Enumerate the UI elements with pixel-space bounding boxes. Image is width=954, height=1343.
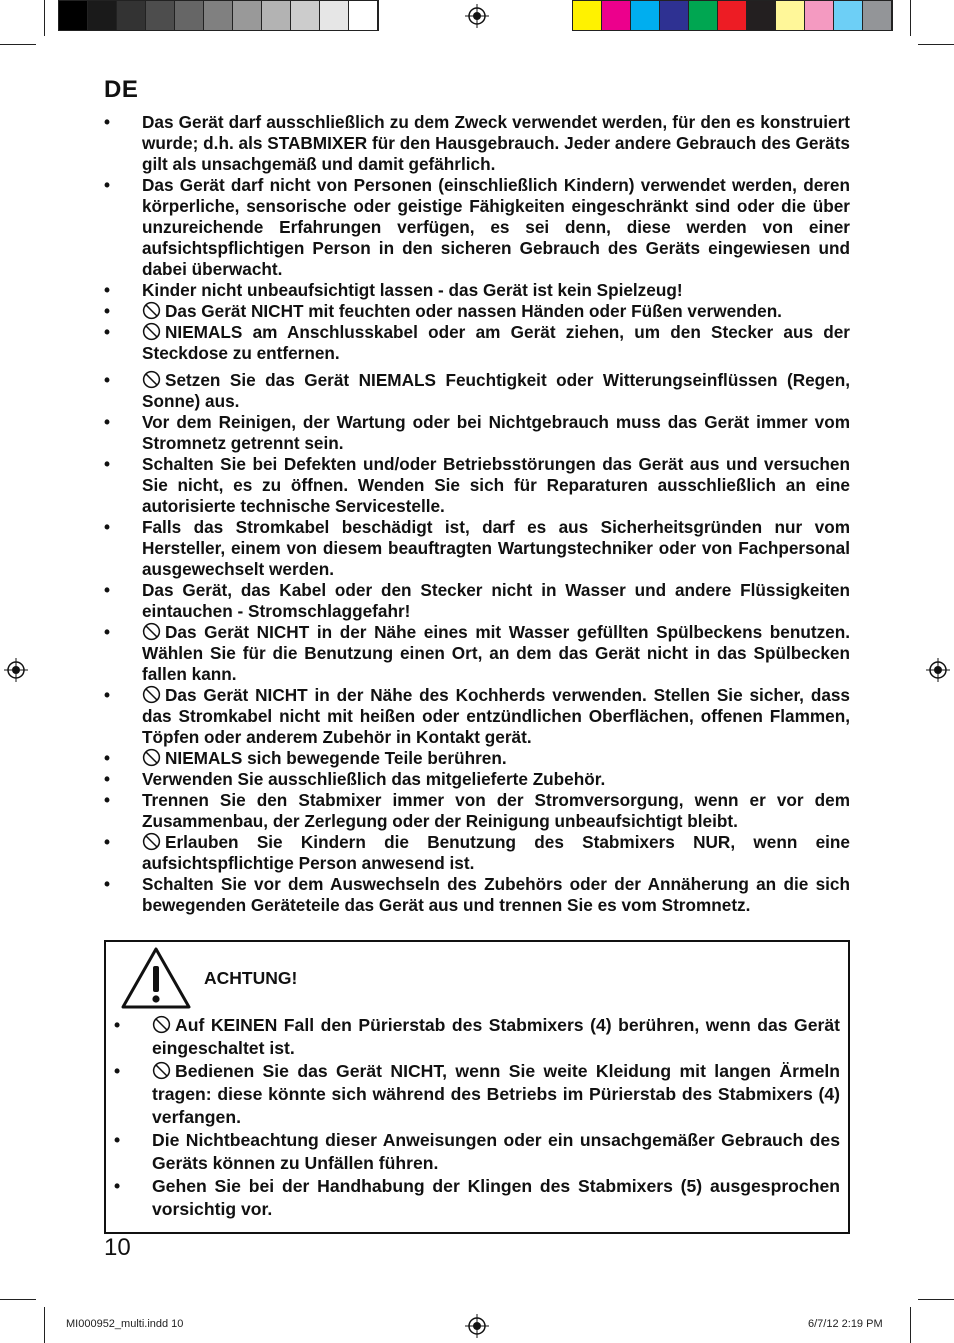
color-swatch	[291, 1, 320, 30]
list-item	[104, 175, 850, 280]
list-item-text: Auf KEINEN Fall den Pürierstab des Stabmixers (4) berühren, wenn das Gerät eingeschaltet ist.	[152, 1015, 840, 1058]
list-item-text: Falls das Stromkabel beschädigt ist, darf es aus Sicherheitsgründen nur vom Hersteller, einem von diesem beauftragten Wartungstechniker oder von Fachpersonal ausgewechselt werden.	[142, 517, 850, 579]
bullet: •	[104, 322, 111, 342]
list-item	[104, 622, 850, 685]
list-item	[104, 769, 850, 790]
safety-instructions-list	[104, 112, 850, 916]
list-item	[114, 1014, 840, 1060]
color-swatch	[262, 1, 291, 30]
bullet: •	[104, 748, 111, 768]
registration-mark-icon	[465, 4, 489, 28]
color-swatch	[689, 1, 718, 30]
list-item	[104, 748, 850, 769]
prohibition-icon	[142, 322, 161, 341]
color-swatch	[660, 1, 689, 30]
list-item	[104, 322, 850, 364]
color-swatch	[175, 1, 204, 30]
list-item	[114, 1060, 840, 1129]
color-swatch	[776, 1, 805, 30]
color-swatch	[233, 1, 262, 30]
prohibition-icon	[142, 685, 161, 704]
list-item	[104, 517, 850, 580]
list-item-text: NIEMALS am Anschlusskabel oder am Gerät ziehen, um den Stecker aus der Steckdose zu entfernen.	[142, 322, 850, 363]
list-item-text: Kinder nicht unbeaufsichtigt lassen - das Gerät ist kein Spielzeug!	[142, 280, 683, 300]
list-item-text: Trennen Sie den Stabmixer immer von der Stromversorgung, wenn er vor dem Zusammenbau, der Zerlegung oder der Reinigung unbeaufsichtigt bleibt.	[142, 790, 850, 831]
color-swatch	[718, 1, 747, 30]
bullet: •	[104, 280, 111, 300]
color-swatch	[631, 1, 660, 30]
list-item-text: Schalten Sie vor dem Auswechseln des Zubehörs oder der Annäherung an die sich bewegenden Geräteteile das Gerät aus und trennen Sie es vom Stromnetz.	[142, 874, 850, 915]
list-item	[104, 280, 850, 301]
list-item	[114, 1175, 840, 1221]
color-swatch	[88, 1, 117, 30]
grayscale-color-bar	[58, 0, 379, 31]
bullet: •	[104, 112, 111, 132]
warning-triangle-icon	[120, 946, 192, 1010]
bullet: •	[104, 685, 111, 705]
prohibition-icon	[152, 1061, 171, 1080]
list-item-text: Das Gerät NICHT in der Nähe eines mit Wasser gefüllten Spülbeckens benutzen. Wählen Sie für die Benutzung einen Ort, an dem das Gerät nicht in das Spülbecken fallen kann.	[142, 622, 850, 684]
crop-mark	[44, 1307, 45, 1343]
bullet: •	[104, 370, 111, 390]
bullet: •	[114, 1015, 121, 1035]
prohibition-icon	[142, 622, 161, 641]
list-item-text: Vor dem Reinigen, der Wartung oder bei Nichtgebrauch muss das Gerät immer vom Stromnetz getrennt sein.	[142, 412, 850, 453]
bullet: •	[104, 454, 111, 474]
bullet: •	[104, 412, 111, 432]
list-item-text: Setzen Sie das Gerät NIEMALS Feuchtigkeit oder Witterungseinflüssen (Regen, Sonne) aus.	[142, 370, 850, 411]
bullet: •	[104, 832, 111, 852]
list-item	[114, 1129, 840, 1175]
list-item-text: Gehen Sie bei der Handhabung der Klingen des Stabmixers (5) ausgesprochen vorsichtig vor.	[152, 1176, 840, 1219]
slug-date: 6/7/12 2:19 PM	[808, 1318, 883, 1330]
bullet: •	[104, 790, 111, 810]
list-item	[104, 874, 850, 916]
color-swatch	[747, 1, 776, 30]
bullet: •	[114, 1130, 121, 1150]
registration-mark-icon	[4, 658, 28, 682]
color-swatch	[863, 1, 892, 30]
color-swatch	[320, 1, 349, 30]
list-item-text: NIEMALS sich bewegende Teile berühren.	[165, 748, 507, 768]
crop-mark	[910, 0, 911, 36]
language-heading: DE	[104, 76, 139, 103]
color-swatch	[59, 1, 88, 30]
list-item-text: Das Gerät NICHT mit feuchten oder nassen Händen oder Füßen verwenden.	[165, 301, 782, 321]
list-item	[104, 301, 850, 322]
crop-mark	[0, 44, 36, 45]
bullet: •	[104, 580, 111, 600]
list-item-text: Schalten Sie bei Defekten und/oder Betriebsstörungen das Gerät aus und versuchen Sie nicht, es zu öffnen. Wenden Sie sich für Reparaturen ausschließlich an eine autorisierte technische Servicestelle.	[142, 454, 850, 516]
color-swatch	[602, 1, 631, 30]
bullet: •	[114, 1176, 121, 1196]
list-item	[104, 454, 850, 517]
list-item-text: Verwenden Sie ausschließlich das mitgelieferte Zubehör.	[142, 769, 606, 789]
crop-mark	[44, 0, 45, 36]
list-item-text: Das Gerät, das Kabel oder den Stecker nicht in Wasser und andere Flüssigkeiten eintauchen - Stromschlaggefahr!	[142, 580, 850, 621]
list-item-text: Das Gerät darf nicht von Personen (einschließlich Kindern) verwendet werden, deren körperliche, sensorische oder geistige Fähigkeiten eingeschränkt sind oder die über unzureichende Erfahrungen verfügen, es sei denn, diese werden von einer aufsichtspflichtigen Person in den sicheren Gebrauch des Geräts eingewiesen und dabei überwacht.	[142, 175, 850, 279]
prohibition-icon	[142, 832, 161, 851]
process-color-bar	[572, 0, 893, 31]
warning-title: ACHTUNG!	[204, 968, 298, 988]
list-item	[104, 832, 850, 874]
color-swatch	[805, 1, 834, 30]
page-number: 10	[104, 1234, 131, 1261]
list-item	[104, 412, 850, 454]
list-item-text: Das Gerät NICHT in der Nähe des Kochherds verwenden. Stellen Sie sicher, dass das Stromkabel nicht mit heißen oder entzündlichen Oberflächen, offenen Flammen, Töpfen oder anderem Zubehör in Kontakt gerät.	[142, 685, 850, 747]
prohibition-icon	[142, 301, 161, 320]
prohibition-icon	[142, 370, 161, 389]
warning-box	[104, 940, 850, 1234]
crop-mark	[918, 1299, 954, 1300]
crop-mark	[918, 44, 954, 45]
bullet: •	[104, 301, 111, 321]
list-item	[104, 580, 850, 622]
bullet: •	[104, 517, 111, 537]
list-item-text: Erlauben Sie Kindern die Benutzung des Stabmixers NUR, wenn eine aufsichtspflichtige Person anwesend ist.	[142, 832, 850, 873]
registration-mark-icon	[465, 1314, 489, 1338]
bullet: •	[104, 175, 111, 195]
prohibition-icon	[142, 748, 161, 767]
bullet: •	[104, 622, 111, 642]
list-item	[104, 370, 850, 412]
bullet: •	[104, 874, 111, 894]
registration-mark-icon	[926, 658, 950, 682]
color-swatch	[146, 1, 175, 30]
list-item-text: Das Gerät darf ausschließlich zu dem Zweck verwendet werden, für den es konstruiert wurde; d.h. als STABMIXER für den Hausgebrauch. Jeder andere Gebrauch des Geräts gilt als unsachgemäß und damit gefährlich.	[142, 112, 850, 174]
crop-mark	[0, 1299, 36, 1300]
bullet: •	[114, 1061, 121, 1081]
color-swatch	[573, 1, 602, 30]
crop-mark	[910, 1307, 911, 1343]
list-item	[104, 112, 850, 175]
list-item-text: Die Nichtbeachtung dieser Anweisungen oder ein unsachgemäßer Gebrauch des Geräts können zu Unfällen führen.	[152, 1130, 840, 1173]
list-item	[104, 790, 850, 832]
color-swatch	[117, 1, 146, 30]
color-swatch	[834, 1, 863, 30]
bullet: •	[104, 769, 111, 789]
color-swatch	[204, 1, 233, 30]
list-item	[104, 685, 850, 748]
list-item-text: Bedienen Sie das Gerät NICHT, wenn Sie weite Kleidung mit langen Ärmeln tragen: diese könnte sich während des Betriebs im Pürierstab des Stabmixers (4) verfangen.	[152, 1061, 840, 1127]
color-swatch	[349, 1, 378, 30]
warning-list	[114, 1014, 840, 1221]
prohibition-icon	[152, 1015, 171, 1034]
slug-filename: MI000952_multi.indd 10	[66, 1318, 184, 1330]
